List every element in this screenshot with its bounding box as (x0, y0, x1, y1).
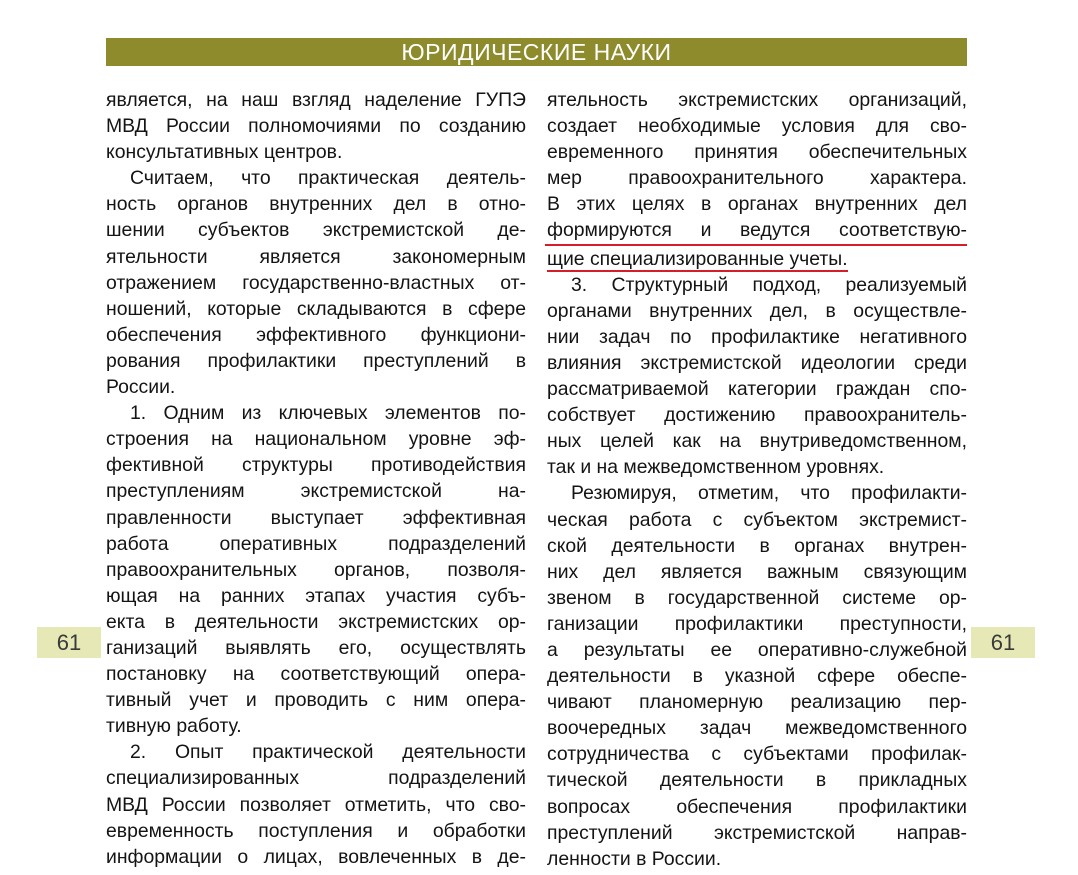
text-line: России. (106, 376, 176, 399)
text-line: постановку на соответствующий опера- (106, 663, 526, 686)
text-line: чивают планомерную реализацию пер- (547, 691, 967, 714)
text-line: евременного принятия обеспечительных (547, 141, 967, 164)
text-line: сотрудничества с субъектами профилак- (547, 743, 967, 766)
text-line: фективной структуры противодействия (106, 454, 526, 477)
text-line: МВД России полномочиями по созданию (106, 115, 526, 138)
text-line: так и на межведомственном уровнях. (547, 456, 885, 479)
text-line: строения на национальном уровне эф- (106, 428, 526, 451)
text-line: ность органов внутренних дел в отно- (106, 193, 526, 216)
text-line: ющая на ранних этапах участия субъ- (106, 584, 526, 607)
text-line: МВД России позволяет отметить, что сво- (106, 793, 526, 816)
text-line: ношений, которые складываются в сфере (106, 297, 526, 320)
text-line: воочередных задач межведомственного (547, 717, 967, 740)
text-line: Резюмируя, отметим, что профилакти- (571, 482, 967, 505)
text-line: преступлениям экстремистской на- (106, 480, 526, 503)
text-line: правоохранительных органов, позволя- (106, 558, 526, 581)
text-line: ганизации профилактики преступности, (547, 612, 967, 635)
text-line: 2. Опыт практической деятельности (130, 741, 526, 764)
text-line: правленности выступает эффективная (106, 506, 526, 529)
text-line: екта в деятельности экстремистских ор- (106, 610, 526, 633)
left-column (106, 87, 526, 870)
text-line: них дел является важным связующим (547, 560, 967, 583)
text-line: мер правоохранительного характера. (547, 167, 967, 190)
text-line: звеном в государственной системе ор- (547, 586, 967, 609)
highlighted-text-line: формируются и ведутся соответствую- (545, 217, 967, 245)
text-line: работа оперативных подразделений (106, 532, 526, 555)
text-line: В этих целях в органах внутренних дел (547, 193, 967, 216)
text-line: ганизаций выявлять его, осуществлять (106, 636, 526, 659)
text-line: ленности в России. (547, 847, 722, 870)
text-line: ской деятельности в органах внутрен- (547, 534, 967, 557)
highlighted-text: щие специализированные учеты. (547, 247, 848, 270)
page-number-right: 61 (971, 627, 1035, 658)
text-line: ных целей как на внутриведомственном, (547, 430, 967, 453)
text-line: консультативных центров. (106, 141, 343, 164)
text-line: влияния экстремистской идеологии среди (547, 351, 967, 374)
text-line: нии задач по профилактике негативного (547, 325, 967, 348)
text-line: тивную работу. (106, 715, 242, 738)
section-title: ЮРИДИЧЕСКИЕ НАУКИ (401, 39, 672, 65)
text-line: органами внутренних дел, в осуществле- (547, 299, 967, 322)
text-line: специализированных подразделений (106, 767, 526, 790)
text-line: 3. Структурный подход, реализуемый (571, 273, 967, 296)
text-line: Считаем, что практическая деятель- (130, 167, 526, 190)
text-line: создает необходимые условия для сво- (547, 115, 967, 138)
text-line: обеспечения эффективного функциони- (106, 323, 526, 346)
text-line: рования профилактики преступлений в (106, 349, 526, 372)
text-line: ятельность экстремистских организаций, (547, 89, 967, 111)
text-line: преступлений экстремистской направ- (547, 821, 967, 844)
text-line: шении субъектов экстремистской де- (106, 219, 526, 242)
text-line: вопросах обеспечения профилактики (547, 795, 967, 818)
page-number-left: 61 (37, 627, 101, 658)
text-line: 1. Одним из ключевых элементов по- (130, 402, 526, 425)
right-column (547, 87, 967, 872)
text-line: тивный учет и проводить с ним опера- (106, 689, 526, 712)
section-header (106, 38, 967, 66)
text-line: евременность поступления и обработки (106, 819, 526, 842)
text-line: тической деятельности в прикладных (547, 769, 967, 792)
text-line: а результаты ее оперативно-служебной (547, 638, 967, 661)
text-line: собствует достижению правоохранитель- (547, 404, 967, 427)
text-line: деятельности в указной сфере обеспе- (547, 665, 967, 688)
text-line: рассматриваемой категории граждан спо- (547, 378, 967, 401)
highlighted-text-line-end (547, 246, 967, 272)
text-line: отражением государственно-властных от- (106, 271, 526, 294)
text-line: ческая работа с субъектом экстремист- (547, 508, 967, 531)
text-line: ятельности является закономерным (106, 245, 526, 268)
text-line: информации о лицах, вовлеченных в де- (106, 845, 526, 868)
text-line: является, на наш взгляд наделение ГУПЭ (106, 89, 526, 111)
